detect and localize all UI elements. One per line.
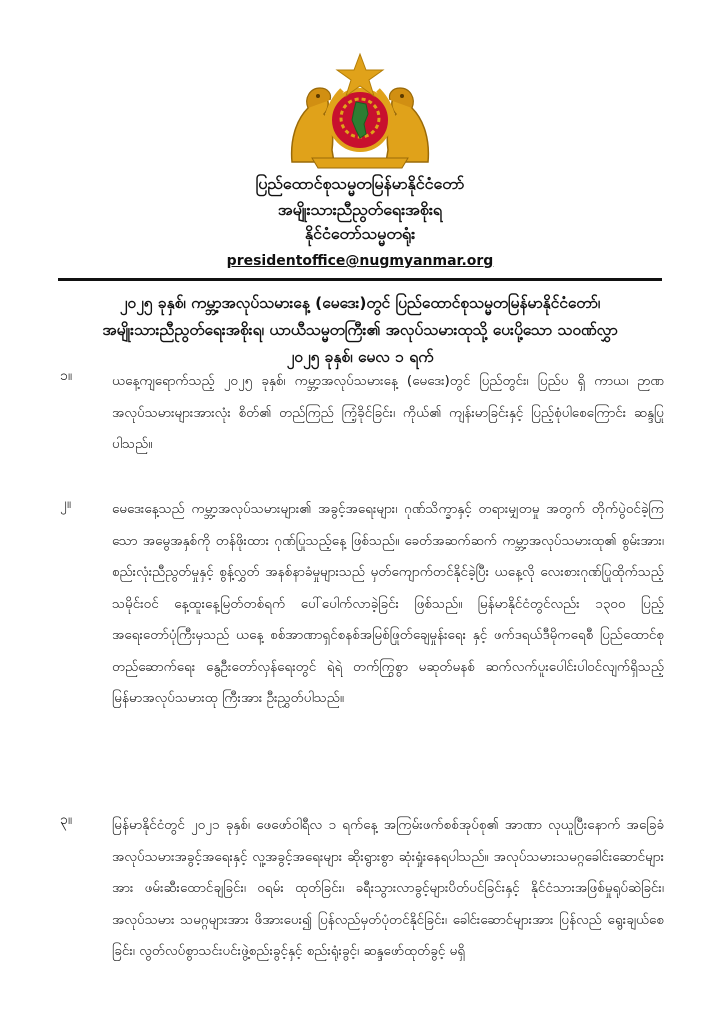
paragraph-number: ၃။ [60,812,73,828]
title-line-2: အမျိုးသားညီညွတ်ရေးအစိုးရ၊ ယာယီသမ္မတကြီး၏ အလုပ်သမားထုသို့ ပေးပို့သော သဝဏ်လွှာ [102,321,618,339]
paragraph-text: မေဒေးနေ့သည် ကမ္ဘာ့အလုပ်သမားများ၏ အခွင့်အရေးများ၊ ဂုဏ်သိက္ခာနှင့် တရားမျှတမှု အတွက် တိုက်ပွဲဝင်ခဲ့ကြသော အမွေအနှစ်ကို တန်ဖိုးထား ဂုဏ်ပြုသည့်နေ့ ဖြစ်သည်။ ခေတ်အဆက်ဆက် ကမ္ဘာ့အလုပ်သမားထု၏ စွမ်းအား၊ စည်းလုံးညီညွတ်မှုနှင့် စွန့်လွှတ် အနစ်နာခံမှုများသည် မှတ်ကျောက်တင်နိုင်ခဲ့ပြီး ယနေ့လို လေးစားဂုဏ်ပြုထိုက်သည့် သမိုင်းဝင် နေ့ထူးနေ့မြတ်တစ်ရက် ပေါ်ပေါက်လာခဲ့ခြင်း ဖြစ်သည်။ မြန်မာနိုင်ငံတွင်လည်း ၁၃၀၀ ပြည့် အရေးတော်ပုံကြီးမှသည် ယနေ့ စစ်အာဏာရှင်စနစ်အမြစ်ဖြုတ်ချေမှုန်းရေး နှင့် ဖက်ဒရယ်ဒီမိုကရေစီ ပြည်ထောင်စု တည်ဆောက်ရေး နွေဦးတော်လှန်ရေးတွင် ရဲရဲ တက်ကြွစွာ မဆုတ်မနစ် ဆက်လက်ပူးပေါင်းပါဝင်လျက်ရှိသည့် မြန်မာအလုပ်သမားထု ကြီးအား ဦးညွှတ်ပါသည်။ [112,501,664,706]
document-title [60,290,660,371]
contact-email-link[interactable]: presidentoffice@nugmyanmar.org [226,253,494,269]
title-line-1: ၂၀၂၅ ခုနှစ်၊ ကမ္ဘာ့အလုပ်သမားနေ့ (မေဒေး)တွင် ပြည်ထောင်စုသမ္မတမြန်မာနိုင်ငံတော်၊ [119,294,601,312]
paragraph-text: မြန်မာနိုင်ငံတွင် ၂၀၂၁ ခုနှစ်၊ ဖေဖော်ဝါရီလ ၁ ရက်နေ့ အကြမ်းဖက်စစ်အုပ်စု၏ အာဏာ လုယူပြီးနောက် အခြေခံအလုပ်သမားအခွင့်အရေးနှင့် လူ့အခွင့်အရေးများ ဆိုးရွားစွာ ဆုံးရှုံးနေရပါသည်။ အလုပ်သမားသမဂ္ဂခေါင်းဆောင်များအား ဖမ်းဆီးထောင်ချခြင်း၊ ဝရမ်း ထုတ်ခြင်း၊ ခရီးသွားလာခွင့်များပိတ်ပင်ခြင်းနှင့် နိုင်ငံသားအဖြစ်မှုရုပ်ဆဲခြင်း၊ အလုပ်သမား သမဂ္ဂများအား ဖိအားပေး၍ ပြန်လည်မှတ်ပုံတင်နိုင်ခြင်း၊ ခေါင်းဆောင်များအား ပြန်လည် ရွေးချယ်စေခြင်း၊ လွတ်လပ်စွာသင်းပင်းဖွဲ့စည်းခွင့်နှင့် စည်းရုံးခွင့်၊ ဆန္ဒဖော်ထုတ်ခွင့် မရှိ [112,817,664,959]
paragraph-number: ၂။ [60,496,72,512]
paragraph-text: ယနေ့ကျရောက်သည့် ၂၀၂၅ ခုနှစ်၊ ကမ္ဘာ့အလုပ်သမားနေ့ (မေဒေး)တွင် ပြည်တွင်း၊ ပြည်ပ ရှိ ကာယ၊ ဉာဏ အလုပ်သမားများအားလုံး စိတ်၏ တည်ကြည် ကြံ့ခိုင်ခြင်း၊ ကိုယ်၏ ကျန်းမာခြင်းနှင့် ပြည့်စုံပါစေကြောင်း ဆန္ဒပြုပါသည်။ [112,373,664,452]
title-date: ၂၀၂၅ ခုနှစ်၊ မေလ ၁ ရက် [286,348,434,366]
header-divider [58,278,662,281]
header-line-1: ပြည်ထောင်စုသမ္မတမြန်မာနိုင်ငံတော် [255,174,465,193]
header-line-3: နိုင်ငံတော်သမ္မတရုံး [304,224,416,243]
state-emblem [286,50,434,170]
header-line-2: အမျိုးသားညီညွတ်ရေးအစိုးရ [277,200,443,219]
paragraph-number: ၁။ [60,368,73,384]
